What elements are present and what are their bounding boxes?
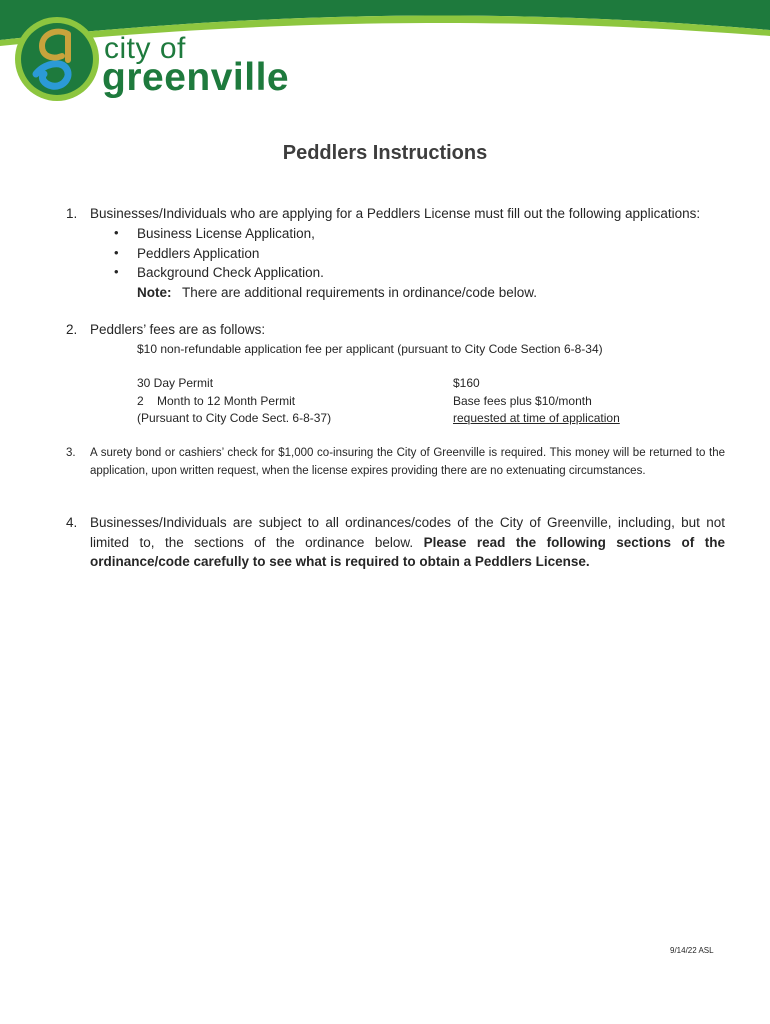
bullet-item-background-check: Background Check Application. xyxy=(137,265,324,280)
item-2-text: Peddlers’ fees are as follows: xyxy=(90,322,266,337)
item-1-text: Businesses/Individuals who are applying for a Peddlers License must fill out the following applications: xyxy=(90,206,701,221)
fee-row-value: $160 xyxy=(453,376,480,390)
item-3-number: 3. xyxy=(66,447,76,459)
bullet-item-peddlers-application: Peddlers Application xyxy=(137,246,260,261)
bullet-item-business-license: Business License Application, xyxy=(137,226,315,241)
footer-date: 9/14/22 ASL xyxy=(670,946,714,955)
note-label: Note: xyxy=(137,285,172,300)
item-4-text: Businesses/Individuals are subject to all ordinances/codes of the City of Greenville, including, but not limited to, the sections of the ordinance below. xyxy=(90,515,725,550)
application-fee-text: $10 non-refundable application fee per applicant (pursuant to City Code Section 6-8-34) xyxy=(137,342,603,356)
fee-row-value: requested at time of application xyxy=(453,411,620,425)
logo-greenville: greenville xyxy=(102,56,290,99)
item-1-number: 1. xyxy=(66,206,78,221)
bullet-icon: • xyxy=(114,245,119,260)
bullet-icon: • xyxy=(114,264,119,279)
fee-row-label: 2 Month to 12 Month Permit xyxy=(137,394,296,408)
note-text: There are additional requirements in ordinance/code below. xyxy=(182,285,537,300)
fee-row-label: 30 Day Permit xyxy=(137,376,214,390)
item-2-number: 2. xyxy=(66,322,78,337)
item-3-text: A surety bond or cashiers’ check for $1,000 co-insuring the City of Greenville is required. This money will be returned to the application, upon written request, when the license expires providing there are no extenuating circumstances. xyxy=(90,447,725,477)
item-4-bold-text: Please read the following sections of the ordinance/code carefully to see what is required to obtain a Peddlers License. xyxy=(90,534,725,569)
fee-row-value: Base fees plus $10/month xyxy=(453,394,592,408)
city-logo-icon xyxy=(14,16,100,102)
logo-city-of: city of xyxy=(104,32,186,65)
bullet-icon: • xyxy=(114,225,119,240)
item-4-paragraph xyxy=(90,513,725,572)
item-4-number: 4. xyxy=(66,515,78,530)
fee-row-label: (Pursuant to City Code Sect. 6-8-37) xyxy=(137,411,332,425)
page-title: Peddlers Instructions xyxy=(282,142,488,164)
